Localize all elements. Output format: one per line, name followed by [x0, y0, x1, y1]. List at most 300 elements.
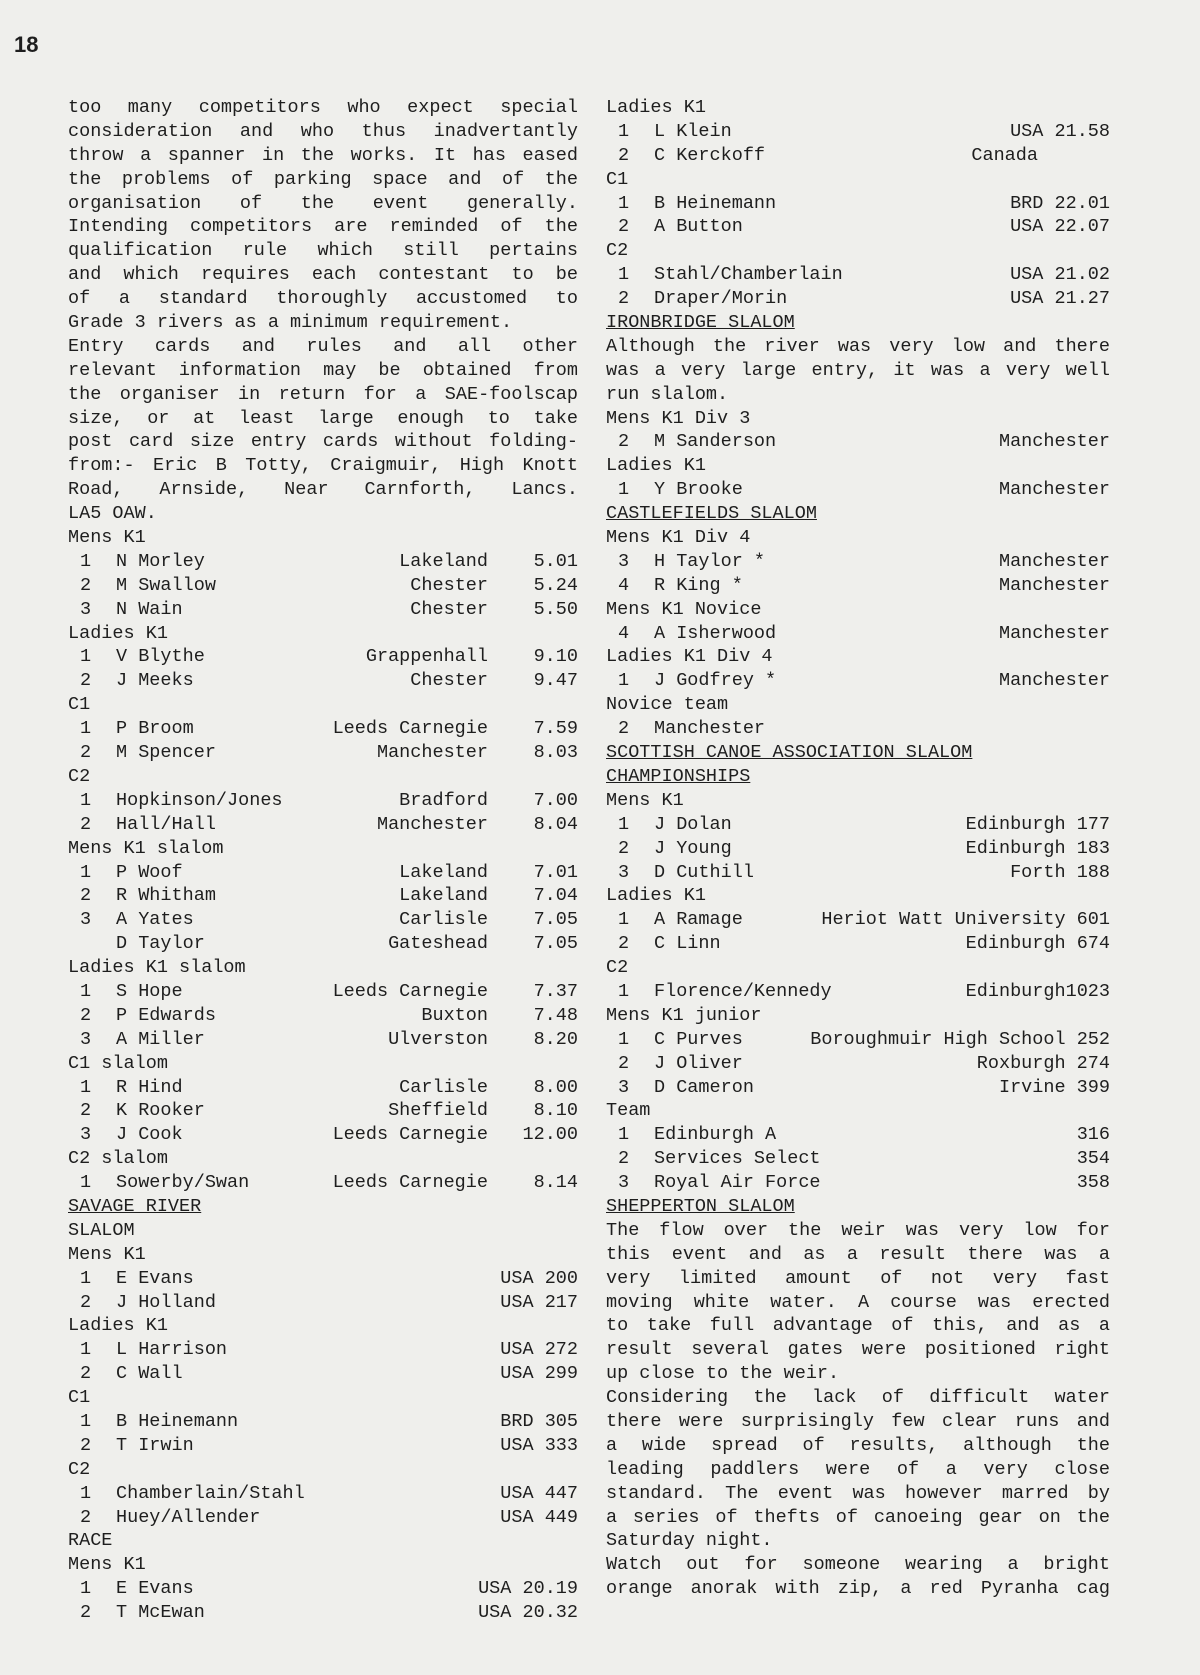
event-heading: Mens K1 [68, 527, 146, 549]
result-position: 2 [80, 742, 92, 764]
result-value: USA 21.58 [1010, 120, 1110, 142]
result-row [68, 1004, 578, 1028]
competitor-name: K Rooker [116, 1100, 205, 1122]
result-row [606, 144, 1110, 168]
result-value: USA 447 [500, 1482, 578, 1504]
section-heading: SHEPPERTON SLALOM [606, 1195, 795, 1217]
result-position: 3 [618, 861, 630, 883]
club-name: Gateshead [388, 933, 488, 955]
paragraph-line: organisation of the event generally. [68, 192, 578, 214]
club-name: Leeds Carnegie [332, 980, 488, 1002]
result-position: 2 [618, 718, 630, 740]
club-name: Buxton [421, 1004, 488, 1026]
result-value: 7.04 [533, 885, 578, 907]
event-heading: C2 [606, 240, 629, 262]
result-value: Manchester [998, 622, 1110, 644]
result-position: 3 [618, 550, 630, 572]
club-name: Leeds Carnegie [332, 718, 488, 740]
result-value: Manchester [998, 479, 1110, 501]
result-row [68, 669, 578, 693]
paragraph-line: Considering the lack of difficult water [606, 1387, 1110, 1409]
competitor-name: Draper/Morin [654, 288, 788, 310]
result-row [68, 1291, 578, 1315]
event-heading: C2 [68, 765, 91, 787]
result-position: 1 [80, 1076, 92, 1098]
result-value: 7.05 [533, 909, 578, 931]
competitor-name: A Ramage [654, 909, 743, 931]
competitor-name: A Miller [116, 1028, 205, 1050]
result-position: 1 [80, 1267, 92, 1289]
result-value: 354 [1076, 1148, 1110, 1170]
paragraph-line: LA5 OAW. [68, 503, 157, 525]
result-row [606, 1076, 1110, 1100]
result-position: 2 [618, 216, 630, 238]
result-value: Edinburgh 674 [965, 933, 1110, 955]
competitor-name: Huey/Allender [116, 1506, 261, 1528]
result-row [606, 1123, 1110, 1147]
result-row [606, 550, 1110, 574]
club-name: Chester [410, 574, 488, 596]
result-value: Manchester [998, 670, 1110, 692]
competitor-name: Chamberlain/Stahl [116, 1482, 305, 1504]
result-position: 1 [618, 980, 630, 1002]
result-row [606, 1147, 1110, 1171]
competitor-name: Services Select [654, 1148, 821, 1170]
result-row [68, 1506, 578, 1530]
result-position: 2 [618, 1052, 630, 1074]
competitor-name: C Kerckoff [654, 144, 766, 166]
result-row [606, 980, 1110, 1004]
result-row [68, 1123, 578, 1147]
result-position: 2 [80, 885, 92, 907]
result-value: Edinburgh 183 [965, 837, 1110, 859]
result-row [606, 622, 1110, 646]
result-position: 1 [80, 861, 92, 883]
competitor-name: B Heinemann [654, 192, 777, 214]
competitor-name: J Oliver [654, 1052, 743, 1074]
result-row [68, 741, 578, 765]
result-position: 4 [618, 574, 630, 596]
competitor-name: Stahl/Chamberlain [654, 264, 843, 286]
result-row [606, 574, 1110, 598]
result-value: Forth 188 [1010, 861, 1110, 883]
paragraph-line: orange anorak with zip, a red Pyranha cag [606, 1578, 1110, 1600]
result-position: 1 [80, 980, 92, 1002]
competitor-name: C Linn [654, 933, 721, 955]
paragraph-line: this event and as a result there was a [606, 1243, 1110, 1265]
competitor-name: B Heinemann [116, 1410, 239, 1432]
competitor-name: A Yates [116, 909, 194, 931]
result-row [68, 574, 578, 598]
result-value: 12.00 [522, 1124, 578, 1146]
result-value: USA 20.32 [478, 1602, 578, 1624]
paragraph-line: Entry cards and rules and all other [68, 335, 578, 357]
competitor-name: H Taylor * [654, 550, 766, 572]
result-position: 2 [618, 288, 630, 310]
paragraph-line: Saturday night. [606, 1530, 773, 1552]
result-value: 8.03 [533, 742, 578, 764]
paragraph-line: moving white water. A course was erected [606, 1291, 1110, 1313]
section-heading: CHAMPIONSHIPS [606, 765, 751, 787]
result-position: 1 [618, 909, 630, 931]
event-heading: C1 [68, 694, 91, 716]
competitor-name: T Irwin [116, 1434, 194, 1456]
section-heading: SCOTTISH CANOE ASSOCIATION SLALOM [606, 742, 973, 764]
result-row [68, 1577, 578, 1601]
paragraph-line: Intending competitors are reminded of the [68, 216, 578, 238]
competitor-name: E Evans [116, 1578, 194, 1600]
competitor-name: L Harrison [116, 1339, 228, 1361]
paragraph-line: to take full advantage of this, and as a [606, 1315, 1110, 1337]
competitor-name: Edinburgh A [654, 1124, 777, 1146]
competitor-name: A Button [654, 216, 743, 238]
result-position: 2 [80, 1434, 92, 1456]
competitor-name: A Isherwood [654, 622, 777, 644]
result-value: 7.00 [533, 789, 578, 811]
result-position: 1 [618, 1124, 630, 1146]
left-column [68, 96, 578, 1625]
paragraph-line: a series of thefts of canoeing gear on the [606, 1506, 1110, 1528]
paragraph-line: Road, Arnside, Near Carnforth, Lancs. [68, 479, 578, 501]
result-row [68, 908, 578, 932]
event-heading: Novice team [606, 694, 729, 716]
result-row [606, 263, 1110, 287]
result-value: Manchester [998, 431, 1110, 453]
result-position: 2 [618, 1148, 630, 1170]
paragraph-line: run slalom. [606, 383, 729, 405]
result-value: Edinburgh 177 [965, 813, 1110, 835]
competitor-name: J Dolan [654, 813, 732, 835]
event-heading: Mens K1 slalom [68, 837, 224, 859]
event-heading: C1 slalom [68, 1052, 168, 1074]
result-value: USA 20.19 [478, 1578, 578, 1600]
result-position: 3 [80, 1124, 92, 1146]
result-position: 1 [80, 1482, 92, 1504]
result-value: USA 272 [500, 1339, 578, 1361]
result-row [68, 932, 578, 956]
paragraph-line: and which requires each contestant to be [68, 264, 578, 286]
event-heading: Ladies K1 [68, 1315, 168, 1337]
event-heading: C2 [68, 1458, 91, 1480]
result-value: USA 21.02 [1010, 264, 1110, 286]
right-column [606, 96, 1110, 1601]
event-heading: C1 [606, 168, 629, 190]
result-row [68, 717, 578, 741]
club-name: Carlisle [399, 909, 488, 931]
result-row [68, 1601, 578, 1625]
competitor-name: Hopkinson/Jones [116, 789, 283, 811]
paragraph-line: The flow over the weir was very low for [606, 1219, 1110, 1241]
result-value: 5.01 [533, 550, 578, 572]
competitor-name: Hall/Hall [116, 813, 216, 835]
competitor-name: M Swallow [116, 574, 216, 596]
club-name: Ulverston [388, 1028, 488, 1050]
result-row [606, 813, 1110, 837]
paragraph-line: result several gates were positioned right [606, 1339, 1110, 1361]
event-heading: Ladies K1 [606, 455, 706, 477]
paragraph-line: of a standard thoroughly accustomed to [68, 288, 578, 310]
result-value: USA 217 [500, 1291, 578, 1313]
event-heading: C2 [606, 957, 629, 979]
result-row [606, 669, 1110, 693]
result-row [68, 1482, 578, 1506]
result-position: 1 [80, 646, 92, 668]
result-position: 2 [80, 1100, 92, 1122]
result-value: Heriot Watt University 601 [821, 909, 1110, 931]
result-position: 3 [80, 1028, 92, 1050]
result-position: 2 [80, 574, 92, 596]
result-value: 8.04 [533, 813, 578, 835]
result-position: 1 [80, 718, 92, 740]
competitor-name: E Evans [116, 1267, 194, 1289]
result-position: 1 [80, 550, 92, 572]
result-row [68, 789, 578, 813]
result-position: 1 [80, 1172, 92, 1194]
competitor-name: J Cook [116, 1124, 183, 1146]
result-value: USA 200 [500, 1267, 578, 1289]
event-heading: Team [606, 1100, 651, 1122]
result-value: USA 333 [500, 1434, 578, 1456]
result-value: Roxburgh 274 [976, 1052, 1110, 1074]
competitor-name: D Cameron [654, 1076, 754, 1098]
club-name: Leeds Carnegie [332, 1172, 488, 1194]
competitor-name: N Wain [116, 598, 183, 620]
event-heading: Mens K1 Div 3 [606, 407, 751, 429]
result-value: Manchester [998, 550, 1110, 572]
result-position: 1 [618, 479, 630, 501]
paragraph-line: was a very large entry, it was a very well [606, 359, 1110, 381]
result-row [68, 1267, 578, 1291]
result-row [606, 1171, 1110, 1195]
result-position: 1 [80, 1410, 92, 1432]
paragraph-line: a wide spread of results, although the [606, 1434, 1110, 1456]
result-row [606, 287, 1110, 311]
result-value: Manchester [998, 574, 1110, 596]
paragraph-line: the problems of parking space and of the [68, 168, 578, 190]
event-heading: Mens K1 [606, 789, 684, 811]
result-value: USA 449 [500, 1506, 578, 1528]
result-row [68, 861, 578, 885]
competitor-name: Florence/Kennedy [654, 980, 832, 1002]
club-name: Manchester [376, 813, 488, 835]
result-row [68, 1362, 578, 1386]
club-name: Carlisle [399, 1076, 488, 1098]
result-value: 8.10 [533, 1100, 578, 1122]
result-value: USA 22.07 [1010, 216, 1110, 238]
result-row [606, 192, 1110, 216]
result-value: Edinburgh1023 [965, 980, 1110, 1002]
result-position: 2 [618, 837, 630, 859]
result-value: 9.10 [533, 646, 578, 668]
result-row [606, 932, 1110, 956]
result-row [68, 1076, 578, 1100]
paragraph-line: Watch out for someone wearing a bright [606, 1554, 1110, 1576]
competitor-name: R Hind [116, 1076, 183, 1098]
result-value: 7.01 [533, 861, 578, 883]
result-row [68, 1099, 578, 1123]
club-name: Manchester [376, 742, 488, 764]
paragraph-line: qualification rule which still pertains [68, 240, 578, 262]
paragraph-line: very limited amount of not very fast [606, 1267, 1110, 1289]
result-row [68, 980, 578, 1004]
event-heading: Ladies K1 [606, 885, 706, 907]
competitor-name: T McEwan [116, 1602, 205, 1624]
event-heading: Mens K1 [68, 1554, 146, 1576]
paragraph-line: Grade 3 rivers as a minimum requirement. [68, 312, 513, 334]
competitor-name: P Broom [116, 718, 194, 740]
paragraph-line: Although the river was very low and there [606, 335, 1110, 357]
event-heading: SLALOM [68, 1219, 135, 1241]
club-name: Chester [410, 598, 488, 620]
result-row [68, 813, 578, 837]
result-position: 2 [80, 1506, 92, 1528]
result-row [68, 1338, 578, 1362]
result-value: 8.14 [533, 1172, 578, 1194]
result-value: Boroughmuir High School 252 [810, 1028, 1110, 1050]
event-heading: Ladies K1 Div 4 [606, 646, 773, 668]
club-name: Bradford [399, 789, 488, 811]
result-position: 3 [618, 1076, 630, 1098]
event-heading: Ladies K1 slalom [68, 957, 246, 979]
result-row [68, 645, 578, 669]
club-name: Lakeland [399, 885, 488, 907]
result-row [606, 908, 1110, 932]
result-position: 3 [618, 1172, 630, 1194]
result-value: 316 [1076, 1124, 1110, 1146]
competitor-name: Royal Air Force [654, 1172, 821, 1194]
event-heading: Ladies K1 [606, 97, 706, 118]
club-name: Grappenhall [365, 646, 488, 668]
paragraph-line: size, or at least large enough to take [68, 407, 578, 429]
paragraph-line: throw a spanner in the works. It has eased [68, 144, 578, 166]
result-position: 2 [618, 144, 630, 166]
event-heading: Mens K1 [68, 1243, 146, 1265]
result-value: 7.48 [533, 1004, 578, 1026]
result-position: 1 [80, 1339, 92, 1361]
paragraph-line: the organiser in return for a SAE-foolscap [68, 383, 578, 405]
competitor-name: J Young [654, 837, 732, 859]
result-position: 4 [618, 622, 630, 644]
result-row [606, 215, 1110, 239]
result-value: 8.20 [533, 1028, 578, 1050]
competitor-name: M Sanderson [654, 431, 777, 453]
result-position: 1 [80, 1578, 92, 1600]
result-row [606, 837, 1110, 861]
competitor-name: V Blythe [116, 646, 205, 668]
club-name: Canada [971, 144, 1038, 166]
result-position: 2 [80, 1363, 92, 1385]
competitor-name: J Holland [116, 1291, 216, 1313]
club-name: Chester [410, 670, 488, 692]
result-row [606, 1028, 1110, 1052]
result-row [606, 717, 1110, 741]
paragraph-line: post card size entry cards without folding- [68, 431, 578, 453]
result-position: 1 [618, 192, 630, 214]
result-row [68, 1434, 578, 1458]
result-position: 1 [618, 813, 630, 835]
result-value: 7.59 [533, 718, 578, 740]
result-value: USA 299 [500, 1363, 578, 1385]
result-position: 3 [80, 598, 92, 620]
paragraph-line: leading paddlers were of a very close [606, 1458, 1110, 1480]
result-position: 1 [618, 670, 630, 692]
result-value: 8.00 [533, 1076, 578, 1098]
result-value: 9.47 [533, 670, 578, 692]
result-value: BRD 305 [500, 1410, 578, 1432]
paragraph-line: relevant information may be obtained from [68, 359, 578, 381]
result-row [606, 861, 1110, 885]
result-value: 5.50 [533, 598, 578, 620]
competitor-name: J Meeks [116, 670, 194, 692]
result-position: 2 [80, 670, 92, 692]
page-number: 18 [14, 32, 39, 57]
competitor-name: N Morley [116, 550, 205, 572]
paragraph-line: there were surprisingly few clear runs and [606, 1410, 1110, 1432]
result-row [68, 598, 578, 622]
competitor-name: D Cuthill [654, 861, 754, 883]
competitor-name: R Whitham [116, 885, 216, 907]
competitor-name: M Spencer [116, 742, 216, 764]
club-name: Lakeland [399, 861, 488, 883]
paragraph-line: standard. The event was however marred by [606, 1482, 1110, 1504]
result-position: 2 [80, 813, 92, 835]
result-row [68, 1171, 578, 1195]
result-row [606, 478, 1110, 502]
club-name: Sheffield [388, 1100, 488, 1122]
result-row [606, 430, 1110, 454]
event-heading: C2 slalom [68, 1148, 168, 1170]
competitor-name: Sowerby/Swan [116, 1172, 250, 1194]
paragraph-line: too many competitors who expect special [68, 97, 578, 118]
club-name: Lakeland [399, 550, 488, 572]
competitor-name: C Wall [116, 1363, 183, 1385]
result-value: 5.24 [533, 574, 578, 596]
result-value: BRD 22.01 [1010, 192, 1110, 214]
result-value: 358 [1076, 1172, 1110, 1194]
result-position: 1 [618, 264, 630, 286]
paragraph-line: up close to the weir. [606, 1363, 840, 1385]
event-heading: RACE [68, 1530, 113, 1552]
section-heading: SAVAGE RIVER [68, 1195, 202, 1217]
event-heading: Ladies K1 [68, 622, 168, 644]
result-row [606, 120, 1110, 144]
event-heading: Mens K1 junior [606, 1004, 762, 1026]
result-row [68, 1028, 578, 1052]
competitor-name: S Hope [116, 980, 183, 1002]
competitor-name: R King * [654, 574, 743, 596]
result-position: 2 [80, 1291, 92, 1313]
section-heading: CASTLEFIELDS SLALOM [606, 503, 817, 525]
result-value: 7.37 [533, 980, 578, 1002]
result-value: 7.05 [533, 933, 578, 955]
competitor-name: C Purves [654, 1028, 743, 1050]
competitor-name: L Klein [654, 120, 732, 142]
result-position: 3 [80, 909, 92, 931]
paragraph-line: consideration and who thus inadvertantly [68, 120, 578, 142]
section-heading: IRONBRIDGE SLALOM [606, 312, 795, 334]
result-row [68, 550, 578, 574]
competitor-name: D Taylor [116, 933, 205, 955]
competitor-name: P Woof [116, 861, 183, 883]
competitor-name: Manchester [654, 718, 766, 740]
event-heading: Mens K1 Novice [606, 598, 762, 620]
competitor-name: J Godfrey * [654, 670, 777, 692]
result-position: 2 [618, 933, 630, 955]
club-name: Leeds Carnegie [332, 1124, 488, 1146]
competitor-name: Y Brooke [654, 479, 743, 501]
result-position: 2 [80, 1602, 92, 1624]
result-value: USA 21.27 [1010, 288, 1110, 310]
